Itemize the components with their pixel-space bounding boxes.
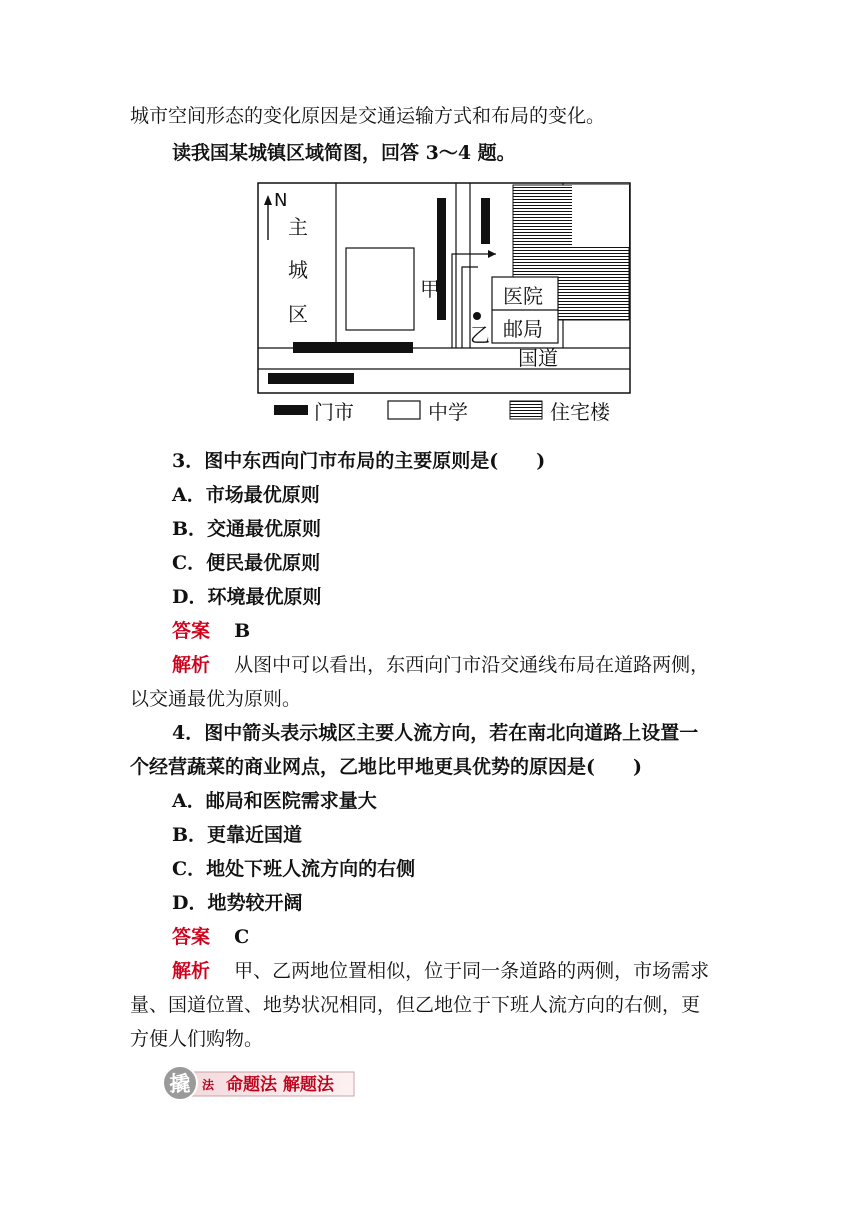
legend-school-swatch [388,401,420,419]
q4-answer-value: C [234,926,250,948]
q4-answer-row [172,925,249,949]
method-badge [160,1064,360,1102]
legend-residential-swatch [510,401,542,419]
national-road-label: 国道 [518,346,558,370]
north-label: N [274,190,288,211]
q4-option-d: D．地势较开阔 [172,892,303,914]
yi-point [473,312,481,320]
q3-answer-label: 答案 [172,620,211,642]
q3-option-a: A．市场最优原则 [172,484,320,506]
q3-answer-value: B [234,620,251,642]
q3-analysis-2: 以交通最优为原则。 [130,688,302,710]
shop-horizontal-1 [293,342,413,353]
q4-answer-label: 答案 [172,926,211,948]
q4-analysis-3: 方便人们购物。 [130,1028,264,1050]
town-map [248,172,632,408]
jia-point [437,300,445,308]
q3-option-b: B．交通最优原则 [172,518,322,540]
q4-stem-1: 4．图中箭头表示城区主要人流方向，若在南北向道路上设置一 [172,722,699,744]
legend-shop-swatch [274,405,308,415]
q3-analysis-label: 解析 [172,654,211,676]
shop-vertical-2 [481,198,490,244]
q3-analysis-row [172,653,709,677]
q4-analysis-row [172,959,709,983]
q4-stem-2: 个经营蔬菜的商业网点，乙地比甲地更具优势的原因是( ) [130,756,642,778]
yi-label: 乙 [470,323,490,347]
q3-option-c: C．便民最优原则 [172,552,321,574]
intro-line: 城市空间形态的变化原因是交通运输方式和布局的变化。 [130,105,606,127]
q3-option-d: D．环境最优原则 [172,586,322,608]
legend-shop-label: 门市 [314,400,354,424]
read-map-instruction: 读我国某城镇区域简图，回答 3～4 题。 [172,142,516,164]
badge-icon-char: 撬 [169,1071,191,1096]
legend-school-label: 中学 [428,400,468,424]
q4-analysis-label: 解析 [172,960,211,982]
main-city-char-2: 城 [288,258,308,282]
map-legend [248,395,648,429]
q4-option-a: A．邮局和医院需求量大 [172,790,377,812]
legend-residential-label: 住宅楼 [550,400,610,424]
main-city-char-3: 区 [288,302,308,326]
badge-small: 法 [202,1078,215,1092]
jia-label: 甲 [420,277,440,301]
badge-text: 命题法 解题法 [226,1075,334,1095]
q4-option-c: C．地处下班人流方向的右侧 [172,858,416,880]
q4-option-b: B．更靠近国道 [172,824,303,846]
middle-school [346,248,414,330]
q3-analysis-1: 从图中可以看出，东西向门市沿交通线布局在道路两侧， [234,654,710,676]
q3-answer-row [172,619,250,643]
q3-stem: 3．图中东西向门市布局的主要原则是( ) [172,450,546,472]
main-city-char-1: 主 [288,215,308,239]
post-office-label: 邮局 [503,317,543,341]
hospital-label: 医院 [503,284,543,308]
q4-analysis-1: 甲、乙两地位置相似，位于同一条道路的两侧，市场需求 [234,960,710,982]
q4-analysis-2: 量、国道位置、地势状况相同，但乙地位于下班人流方向的右侧，更 [130,994,701,1016]
shop-horizontal-2 [268,373,354,384]
